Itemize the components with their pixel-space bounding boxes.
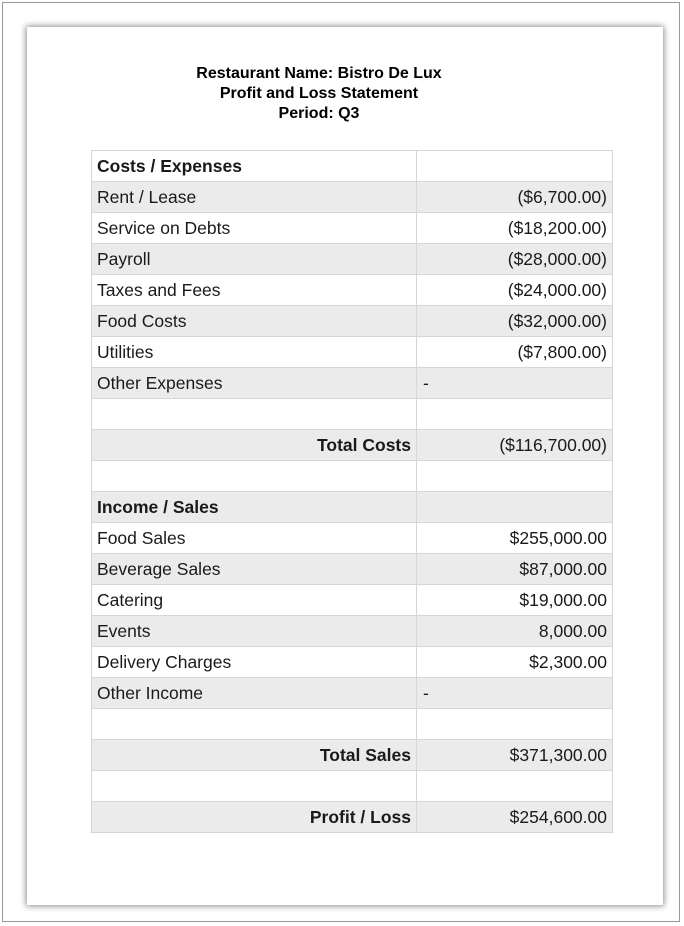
row-label: Taxes and Fees <box>92 275 417 306</box>
empty-cell <box>92 709 417 740</box>
profit-loss-value: $254,600.00 <box>417 802 613 833</box>
row-value: ($7,800.00) <box>417 337 613 368</box>
profit-loss-table <box>91 150 613 833</box>
row-value: $2,300.00 <box>417 647 613 678</box>
statement-header <box>27 64 611 124</box>
row-value: - <box>417 368 613 399</box>
spacer-row <box>92 771 613 802</box>
row-label: Delivery Charges <box>92 647 417 678</box>
costs-heading-row <box>92 151 613 182</box>
total-costs-value: ($116,700.00) <box>417 430 613 461</box>
table-row <box>92 244 613 275</box>
row-value: ($24,000.00) <box>417 275 613 306</box>
row-value: ($32,000.00) <box>417 306 613 337</box>
table-row <box>92 275 613 306</box>
document-sheet <box>27 27 663 905</box>
empty-cell <box>92 399 417 430</box>
row-label: Other Income <box>92 678 417 709</box>
row-value: ($18,200.00) <box>417 213 613 244</box>
total-costs-label: Total Costs <box>92 430 417 461</box>
table-row <box>92 368 613 399</box>
row-value: $19,000.00 <box>417 585 613 616</box>
row-label: Food Sales <box>92 523 417 554</box>
table-row <box>92 616 613 647</box>
restaurant-name: Restaurant Name: Bistro De Lux <box>196 65 442 82</box>
page-frame <box>2 2 680 922</box>
row-label: Events <box>92 616 417 647</box>
empty-cell <box>417 461 613 492</box>
empty-cell <box>417 492 613 523</box>
row-label: Food Costs <box>92 306 417 337</box>
income-heading: Income / Sales <box>92 492 417 523</box>
statement-title: Profit and Loss Statement <box>219 85 419 102</box>
costs-heading: Costs / Expenses <box>92 151 417 182</box>
spacer-row <box>92 461 613 492</box>
empty-cell <box>92 771 417 802</box>
profit-loss-row <box>92 802 613 833</box>
total-sales-value: $371,300.00 <box>417 740 613 771</box>
table-row <box>92 554 613 585</box>
empty-cell <box>92 461 417 492</box>
table-row <box>92 213 613 244</box>
row-label: Service on Debts <box>92 213 417 244</box>
total-sales-label: Total Sales <box>92 740 417 771</box>
table-row <box>92 585 613 616</box>
spacer-row <box>92 709 613 740</box>
row-value: ($6,700.00) <box>417 182 613 213</box>
income-heading-row <box>92 492 613 523</box>
table-row <box>92 678 613 709</box>
table-row <box>92 647 613 678</box>
row-label: Payroll <box>92 244 417 275</box>
table-row <box>92 337 613 368</box>
profit-loss-label: Profit / Loss <box>92 802 417 833</box>
row-value: ($28,000.00) <box>417 244 613 275</box>
total-sales-row <box>92 740 613 771</box>
row-value: 8,000.00 <box>417 616 613 647</box>
row-value: $87,000.00 <box>417 554 613 585</box>
row-label: Beverage Sales <box>92 554 417 585</box>
row-label: Catering <box>92 585 417 616</box>
row-label: Rent / Lease <box>92 182 417 213</box>
row-value: - <box>417 678 613 709</box>
table-row <box>92 182 613 213</box>
row-value: $255,000.00 <box>417 523 613 554</box>
spacer-row <box>92 399 613 430</box>
total-costs-row <box>92 430 613 461</box>
table-row <box>92 306 613 337</box>
row-label: Utilities <box>92 337 417 368</box>
empty-cell <box>417 709 613 740</box>
empty-cell <box>417 399 613 430</box>
empty-cell <box>417 771 613 802</box>
statement-period: Period: Q3 <box>278 105 360 122</box>
table-row <box>92 523 613 554</box>
row-label: Other Expenses <box>92 368 417 399</box>
empty-cell <box>417 151 613 182</box>
